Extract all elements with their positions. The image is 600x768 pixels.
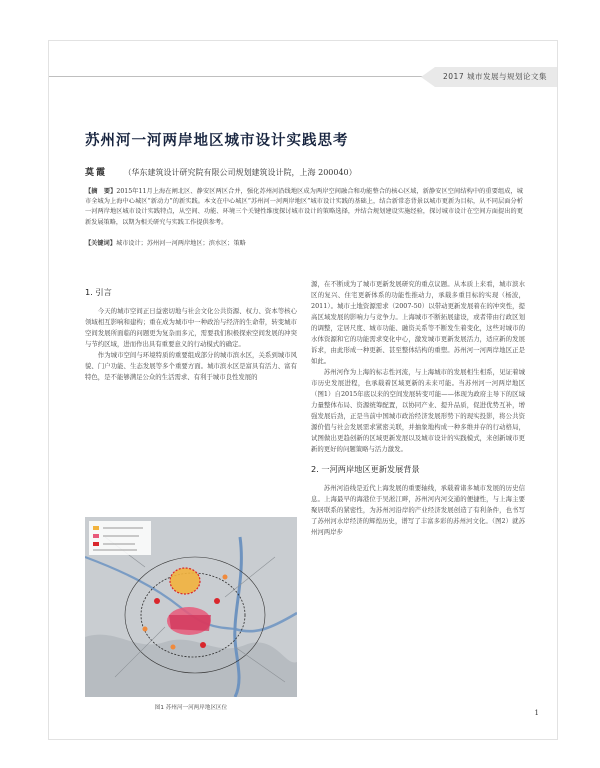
intro-paragraph-1: 今天的城市空间正日益密切地与社会文化公共资源、权力、资本等核心领域相互影响和建构；重在成为城市中一种政治与经济的生命带，转变城市空间发展所面临的问题更为复杂而多元，需要我们积极探索空间发展的冲突与节约区域，进而作出具有重要意义的行动模式的确定。 <box>85 307 297 348</box>
district-map-graphic <box>85 517 297 697</box>
abstract-text: 2015年11月上海在闸北区、静安区两区合并，强化苏州河沿线地区成为两岸空间融合和功能整合的核心区域，新静安区空间结构中的重要组成，城市全城为上海中心城区“新动力”的新实践。本文在中心城区“苏州河一河两岸地区”城市设计实践的基础上，结合新常态背景以城市更新为目标，从不同层面分析一河两岸地区城市设计实践特点，从空间、功能、环境三个关键性维度探讨城市设计的策略选择，并结合规划建设实施经验，探讨城市设计在空间方面提出的更新发展策略，以期为相关研究与实践工作提供参考。 <box>85 188 523 226</box>
author-affiliation: （华东建筑设计研究院有限公司规划建筑设计院，上海 200040） <box>123 168 357 177</box>
author-line <box>85 165 525 178</box>
intro-paragraph-2: 作为城市空间与环境特质的重要组成部分的城市滨水区，关系到城市风貌、门户功能、生态发展等多个重要方面。城市滨水区是富具有活力、富有特色，是不能够满足公众的生活需求、有利于城市良性发展的 <box>85 351 297 381</box>
section-heading-background: 2. 一河两岸地区更新发展背景 <box>311 464 420 474</box>
article-page <box>48 40 558 740</box>
abstract-label: 【摘 要】 <box>85 188 117 195</box>
right-paragraph-3: 苏州河沿线是近代上海发展的重要轴线，承载着诸多城市发展的历史信息。上海最早的海港位于吴淞江畔，苏州河内河交通的便捷性，与上海主要聚居联系的紧密性，为苏州河沿岸的产业经济发展创造了有利条件，也书写了苏州河水岸经济的辉煌历史，谱写了丰富多彩的苏州河文化。（图2）就苏州河两岸步 <box>311 484 525 536</box>
keywords-text: 城市设计；苏州河一河两岸地区；滨水区；策略 <box>115 240 246 247</box>
right-paragraph-1: 源，在不断成为了城市更新发展研究的重点议题。从本质上来看，城市滨水区的复兴、住宅更新体系的功能性推动力，承载多重目标的实现（杨波，2011）。城市土地资源需求（2007-50）以带动更新发展着在的冲突性，提高区域发展的影响力与竞争力。上海城市不断拓展建设，或者带由行政区划的调整，定居尺度、城市功能、融资关系等不断发生着变化，这些对城市的水体资源和它的功能需求变化中心，激发城市更新发展活力，适应新的发展诉求，由此形成一种更新、甚至整体结构的重塑。苏州河一河两岸地区正是如此。 <box>311 280 525 365</box>
right-column <box>311 279 525 538</box>
figure-1-map <box>85 517 297 697</box>
page-number: 1 <box>534 709 539 717</box>
figure-1-caption: 图1 苏州河一河两岸地区区位 <box>154 705 228 711</box>
article-title: 苏州河一河两岸地区城市设计实践思考 <box>85 133 349 149</box>
author-name: 莫霞 <box>85 168 108 178</box>
section-heading-intro: 1. 引言 <box>85 287 112 297</box>
header-band <box>49 67 557 87</box>
right-paragraph-2: 苏州河作为上海的标志性河流，与上海城市的发展相生相系，见证着城市历史发展进程，也承载着区域更新的未来可能。当苏州河一河两岸地区（图1）自2015年底以来的空间发展转变可能——体现为政府主导下的区域力量整体布局、资源统筹配置，以协同产业、提升品质，促进优势互补，增强发展后劲，正是当前中国城市政治经济发展形势下的现实投影，将公共资源价值与社会发展需求紧密关联，并抽象地构成一种多维并存的行动格局，试图做出更趋创新的区域更新发展以及城市设计的实践模式，来创新城市更新的更好的问题策略与活力激发。 <box>311 368 525 453</box>
keywords-label: 【关键词】 <box>85 240 116 247</box>
left-column <box>85 287 297 383</box>
abstract <box>85 187 523 228</box>
keywords <box>85 239 523 249</box>
series-tag: 2017 城市发展与规划论文集 <box>435 67 557 87</box>
